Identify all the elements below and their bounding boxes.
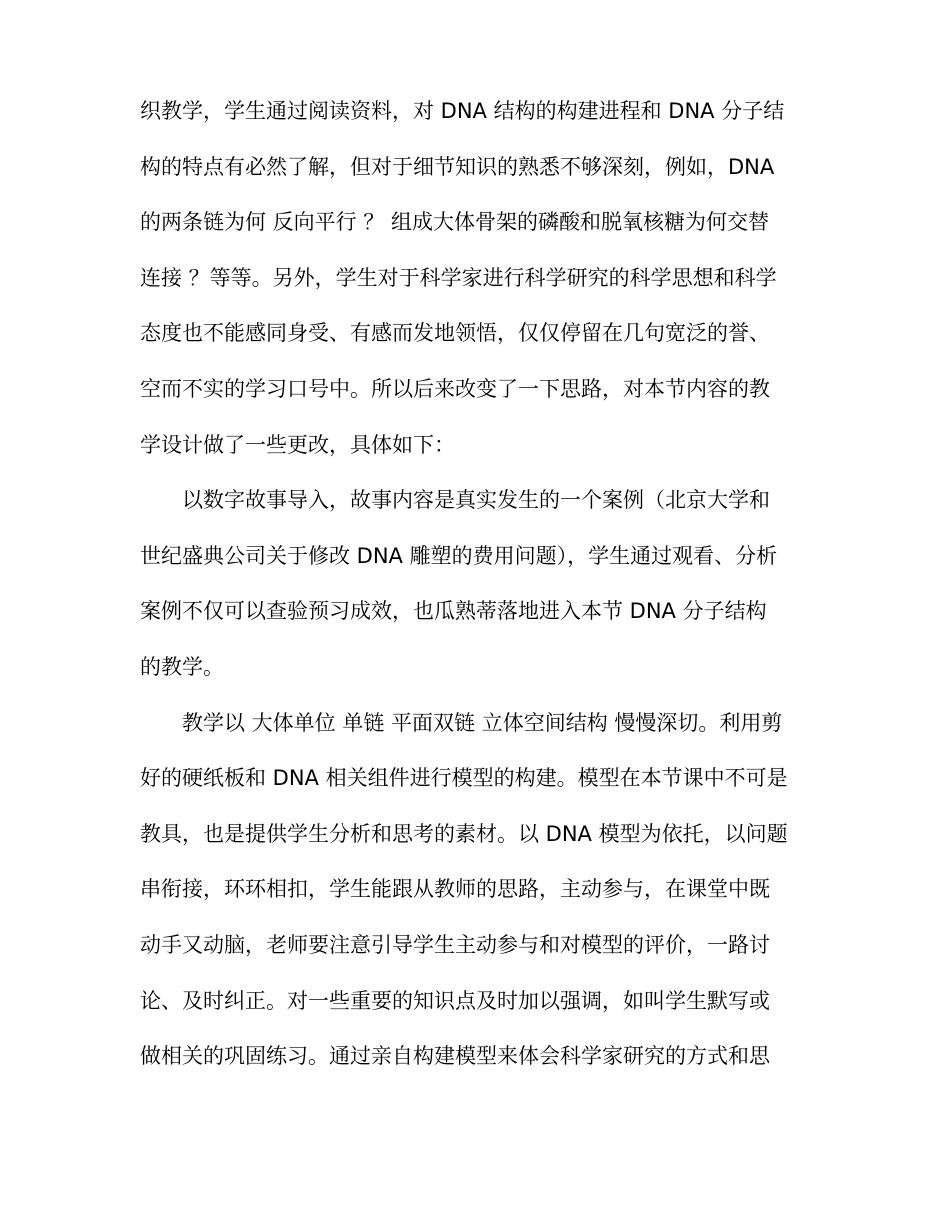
paragraph-start-line: 以数字故事导入，故事内容是真实发生的一个案例（北京大学和: [182, 488, 770, 513]
body-text: [140, 84, 820, 1085]
text-line: 学设计做了一些更改，具体如下：: [140, 432, 455, 457]
text-line: 的两条链为何 反向平行 ？ 组成大体骨架的磷酸和脱氧核糖为何交替: [140, 210, 770, 235]
paragraph-start-line: 教学以 大体单位 单链 平面双链 立体空间结构 慢慢深切。利用剪: [182, 710, 783, 735]
text-line: 态度也不能感同身受、有感而发地领悟，仅仅停留在几句宽泛的誉、: [140, 321, 770, 346]
text-line: 构的特点有必然了解，但对于细节知识的熟悉不够深刻，例如，DNA: [140, 154, 775, 179]
text-line: 世纪盛典公司关于修改 DNA 雕塑的费用问题），学生通过观看、分析: [140, 543, 778, 568]
text-line: 的教学。: [140, 654, 224, 679]
text-line: 连接 ？等等。另外，学生对于科学家进行科学研究的科学思想和科学: [140, 265, 777, 290]
text-line: 做相关的巩固练习。通过亲自构建模型来体会科学家研究的方式和思: [140, 1044, 770, 1069]
text-line: 教具，也是提供学生分析和思考的素材。以 DNA 模型为依托，以问题: [140, 821, 788, 846]
text-line: 串衔接，环环相扣，学生能跟从教师的思路，主动参与，在课堂中既: [140, 877, 770, 902]
text-line: 动手又动脑，老师要注意引导学生主动参与和对模型的评价，一路讨: [140, 932, 770, 957]
text-line: 论、及时纠正。对一些重要的知识点及时加以强调，如叫学生默写或: [140, 988, 770, 1013]
text-line: 空而不实的学习口号中。所以后来改变了一下思路，对本节内容的教: [140, 376, 770, 401]
text-line: 好的硬纸板和 DNA 相关组件进行模型的构建。模型在本节课中不可是: [140, 766, 788, 791]
text-line: 织教学，学生通过阅读资料，对 DNA 结构的构建进程和 DNA 分子结: [140, 99, 785, 123]
text-line: 案例不仅可以查验预习成效，也瓜熟蒂落地进入本节 DNA 分子结构: [140, 599, 767, 624]
